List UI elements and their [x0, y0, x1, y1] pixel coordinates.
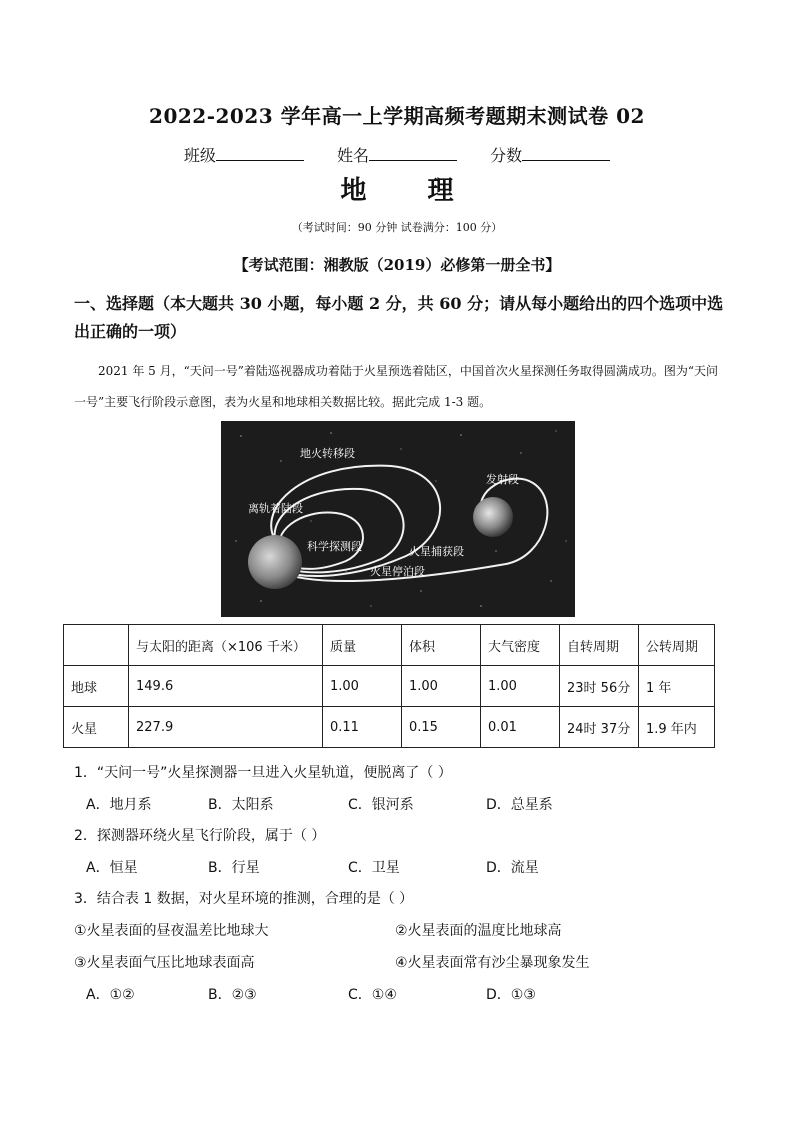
q3-statement-2: ②火星表面的温度比地球高 — [395, 923, 562, 939]
table-header-cell: 与太阳的距离（×106 千米） — [129, 625, 323, 666]
table-header-row — [64, 625, 715, 666]
exam-title: 2022-2023 学年高一上学期高频考题期末测试卷 02 — [149, 104, 645, 128]
table-cell: 149.6 — [129, 666, 323, 707]
table-cell: 1.00 — [323, 666, 402, 707]
subject-title: 地 理 — [340, 176, 480, 206]
score-label: 分数 — [490, 146, 523, 165]
table-header-cell: 体积 — [402, 625, 481, 666]
table-header-cell: 自转周期 — [560, 625, 639, 666]
q3-option-d[interactable]: D．①③ — [486, 987, 536, 1003]
q1-option-a[interactable]: A．地月系 — [86, 797, 152, 813]
mars-planet — [248, 535, 302, 589]
table-cell: 227.9 — [129, 707, 323, 748]
label-launch: 发射段 — [486, 473, 519, 486]
q3-option-b[interactable]: B．②③ — [208, 987, 257, 1003]
table-cell: 1.00 — [481, 666, 560, 707]
table-header-cell: 公转周期 — [639, 625, 715, 666]
section-heading: 一、选择题（本大题共 30 小题，每小题 2 分，共 60 分；请从每小题给出的四个选项中选出正确的一项） — [74, 294, 724, 341]
q1-option-d[interactable]: D．总星系 — [486, 797, 553, 813]
intro-paragraph: 2021 年 5 月，“天问一号”着陆巡视器成功着陆于火星预选着陆区，中国首次火星探测任务取得圆满成功。图为“天问一号”主要飞行阶段示意图，表为火星和地球相关数据比较。据此完成 1-3 题。 — [74, 364, 719, 409]
class-blank[interactable] — [216, 146, 304, 161]
q2-option-c[interactable]: C．卫星 — [348, 860, 400, 876]
table-header-cell: 大气密度 — [481, 625, 560, 666]
table-cell: 1 年 — [639, 666, 715, 707]
label-transfer: 地火转移段 — [300, 447, 355, 460]
label-capture: 火星捕获段 — [409, 545, 464, 558]
exam-time-note: （考试时间：90 分钟 试卷满分：100 分） — [291, 221, 503, 234]
label-parking: 火星停泊段 — [370, 565, 425, 578]
table-cell: 0.15 — [402, 707, 481, 748]
question-1-stem: 1．“天问一号”火星探测器一旦进入火星轨道，便脱离了（ ） — [74, 765, 452, 781]
q2-option-a[interactable]: A．恒星 — [86, 860, 138, 876]
q3-option-c[interactable]: C．①④ — [348, 987, 397, 1003]
exam-scope: 【考试范围：湘教版（2019）必修第一册全书】 — [233, 256, 561, 274]
q3-statement-1: ①火星表面的昼夜温差比地球大 — [74, 923, 269, 939]
table-cell: 1.9 年内 — [639, 707, 715, 748]
q1-option-c[interactable]: C．银河系 — [348, 797, 414, 813]
score-blank[interactable] — [522, 146, 610, 161]
earth-planet — [473, 497, 513, 537]
table-row — [64, 666, 715, 707]
table-cell: 火星 — [64, 707, 129, 748]
name-blank[interactable] — [369, 146, 457, 161]
table-cell: 1.00 — [402, 666, 481, 707]
table-cell — [64, 625, 129, 666]
class-label: 班级 — [183, 146, 216, 165]
table-header-cell: 质量 — [323, 625, 402, 666]
flight-phase-svg — [221, 421, 575, 617]
table-cell: 地球 — [64, 666, 129, 707]
q1-option-b[interactable]: B．太阳系 — [208, 797, 274, 813]
name-label: 姓名 — [336, 146, 369, 165]
question-3-stem: 3．结合表 1 数据，对火星环境的推测，合理的是（ ） — [74, 891, 414, 907]
question-2-stem: 2．探测器环绕火星飞行阶段，属于（ ） — [74, 828, 326, 844]
label-science: 科学探测段 — [307, 540, 362, 553]
table-cell: 0.01 — [481, 707, 560, 748]
table-row — [64, 707, 715, 748]
q3-statement-4: ④火星表面常有沙尘暴现象发生 — [395, 955, 590, 971]
q2-option-d[interactable]: D．流星 — [486, 860, 539, 876]
q3-statement-3: ③火星表面气压比地球表面高 — [74, 955, 255, 971]
table-cell: 23时 56分 — [560, 666, 639, 707]
q3-option-a[interactable]: A．①② — [86, 987, 135, 1003]
table-cell: 0.11 — [323, 707, 402, 748]
table-cell: 24时 37分 — [560, 707, 639, 748]
label-deorbit: 离轨着陆段 — [248, 502, 303, 515]
flight-phase-diagram — [221, 421, 575, 617]
student-info-row — [0, 143, 794, 166]
mars-earth-comparison-table — [63, 624, 715, 748]
q2-option-b[interactable]: B．行星 — [208, 860, 260, 876]
